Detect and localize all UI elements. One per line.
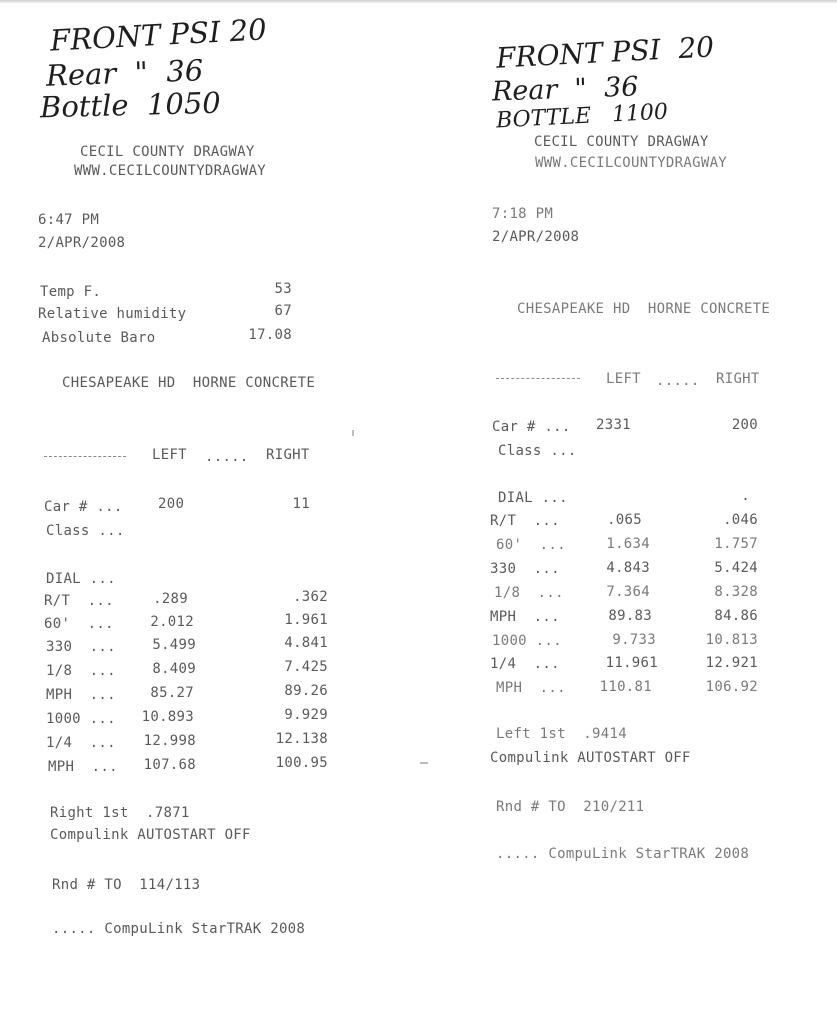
right-date: 2/APR/2008: [492, 229, 580, 245]
left-round: Rnd # TO 114/113: [52, 877, 201, 893]
table-row-label: 1000 ...: [46, 711, 116, 727]
table-row-right: 1.961: [284, 612, 328, 628]
right-autostart: Compulink AUTOSTART OFF: [490, 750, 691, 766]
right-car-label: Car # ...: [492, 419, 571, 435]
left-track-url: WWW.CECILCOUNTYDRAGWAY: [74, 163, 267, 179]
left-handwritten-rear-psi: Rear " 36: [45, 53, 204, 93]
right-handwritten-bottle: BOTTLE 1100: [495, 99, 669, 134]
table-row-right: 100.95: [275, 755, 328, 771]
table-row-right: .362: [293, 589, 328, 605]
left-weather-baro-label: Absolute Baro: [42, 330, 156, 346]
left-header-left-lane: LEFT: [152, 447, 187, 463]
right-winner: Left 1st .9414: [496, 726, 627, 742]
table-row-left: 9.733: [612, 632, 656, 648]
right-time: 7:18 PM: [492, 206, 554, 222]
right-car-left: 2331: [596, 417, 631, 433]
right-dial-label: DIAL ...: [498, 490, 568, 506]
right-handwritten-rear-psi: Rear " 36: [491, 71, 639, 108]
left-car-label: Car # ...: [44, 499, 123, 515]
left-weather-temp-value: 53: [274, 281, 292, 297]
left-car-left: 200: [158, 496, 185, 512]
scan-speck: [420, 762, 428, 764]
left-header-right-lane: RIGHT: [266, 447, 310, 463]
table-row-label: R/T ...: [44, 593, 114, 609]
table-row-label: 330 ...: [46, 639, 116, 655]
table-row-label: R/T ...: [490, 513, 560, 529]
right-timeslip: [440, 0, 837, 1024]
left-class-label: Class ...: [46, 523, 125, 539]
table-row-label: 60' ...: [44, 616, 114, 632]
right-header-left-lane: LEFT: [606, 371, 641, 387]
table-row-right: 7.425: [284, 659, 328, 675]
table-row-right: 1.757: [714, 536, 758, 552]
left-handwritten-bottle: Bottle 1050: [39, 85, 222, 125]
table-row-right: 89.26: [284, 683, 328, 699]
table-row-label: 60' ...: [496, 537, 566, 553]
table-row-left: 107.68: [143, 757, 196, 773]
table-row-left: .289: [153, 591, 188, 607]
right-header-right-lane: RIGHT: [716, 371, 760, 387]
right-class-label: Class ...: [498, 443, 577, 459]
table-row-right: 8.328: [714, 584, 758, 600]
table-row-label: MPH ...: [490, 609, 560, 625]
table-row-label: 1000 ...: [492, 633, 562, 649]
right-footer: ..... CompuLink StarTRAK 2008: [496, 846, 750, 862]
table-row-left: 110.81: [599, 679, 652, 695]
table-row-right: 9.929: [284, 707, 328, 723]
left-header-dots: .....: [205, 449, 249, 465]
table-row-left: 7.364: [606, 584, 650, 600]
right-sponsor: CHESAPEAKE HD HORNE CONCRETE: [517, 301, 771, 317]
left-weather-temp-label: Temp F.: [40, 284, 102, 300]
table-row-right: 12.921: [705, 655, 758, 671]
right-dial-right: .: [741, 488, 750, 504]
table-row-right: .046: [723, 512, 758, 528]
left-car-right: 11: [292, 496, 310, 512]
table-row-right: 5.424: [714, 560, 758, 576]
left-footer: ..... CompuLink StarTRAK 2008: [52, 921, 306, 937]
table-row-right: 12.138: [275, 731, 328, 747]
left-header-dashes: [44, 456, 126, 457]
table-row-left: 12.998: [143, 733, 196, 749]
left-winner: Right 1st .7871: [50, 805, 190, 821]
table-row-label: 1/8 ...: [46, 663, 116, 679]
right-track-url: WWW.CECILCOUNTYDRAGWAY: [535, 155, 728, 171]
table-row-label: 1/8 ...: [494, 585, 564, 601]
table-row-label: MPH ...: [46, 687, 116, 703]
scan-speck: [352, 430, 354, 436]
left-weather-humidity-label: Relative humidity: [38, 306, 187, 322]
left-weather-humidity-value: 67: [274, 303, 292, 319]
right-car-right: 200: [731, 417, 758, 433]
right-header-dots: .....: [656, 373, 700, 389]
table-row-left: 11.961: [605, 655, 658, 671]
left-dial-label: DIAL ...: [46, 571, 116, 587]
left-date: 2/APR/2008: [38, 235, 126, 251]
table-row-label: MPH ...: [48, 759, 118, 775]
table-row-left: 5.499: [152, 637, 196, 653]
left-track-name: CECIL COUNTY DRAGWAY: [80, 144, 255, 160]
table-row-left: 2.012: [150, 614, 194, 630]
left-time: 6:47 PM: [38, 212, 100, 228]
table-row-left: 8.409: [152, 661, 196, 677]
left-handwritten-front-psi: FRONT PSI 20: [49, 12, 268, 58]
table-row-label: 330 ...: [490, 561, 560, 577]
table-row-left: .065: [607, 512, 642, 528]
left-weather-baro-value: 17.08: [248, 327, 292, 343]
left-sponsor: CHESAPEAKE HD HORNE CONCRETE: [62, 375, 316, 391]
left-autostart: Compulink AUTOSTART OFF: [50, 827, 251, 843]
table-row-right: 84.86: [714, 608, 758, 624]
table-row-label: 1/4 ...: [46, 735, 116, 751]
table-row-label: 1/4 ...: [490, 656, 560, 672]
right-round: Rnd # TO 210/211: [496, 799, 645, 815]
table-row-left: 1.634: [606, 536, 650, 552]
right-handwritten-front-psi: FRONT PSI 20: [495, 30, 715, 75]
table-row-left: 4.843: [606, 560, 650, 576]
table-row-left: 85.27: [150, 685, 194, 701]
table-row-label: MPH ...: [496, 680, 566, 696]
right-header-dashes: [496, 378, 580, 379]
table-row-left: 89.83: [608, 608, 652, 624]
right-track-name: CECIL COUNTY DRAGWAY: [534, 134, 709, 150]
table-row-right: 106.92: [705, 679, 758, 695]
table-row-right: 4.841: [284, 635, 328, 651]
table-row-left: 10.893: [141, 709, 194, 725]
table-row-right: 10.813: [705, 632, 758, 648]
